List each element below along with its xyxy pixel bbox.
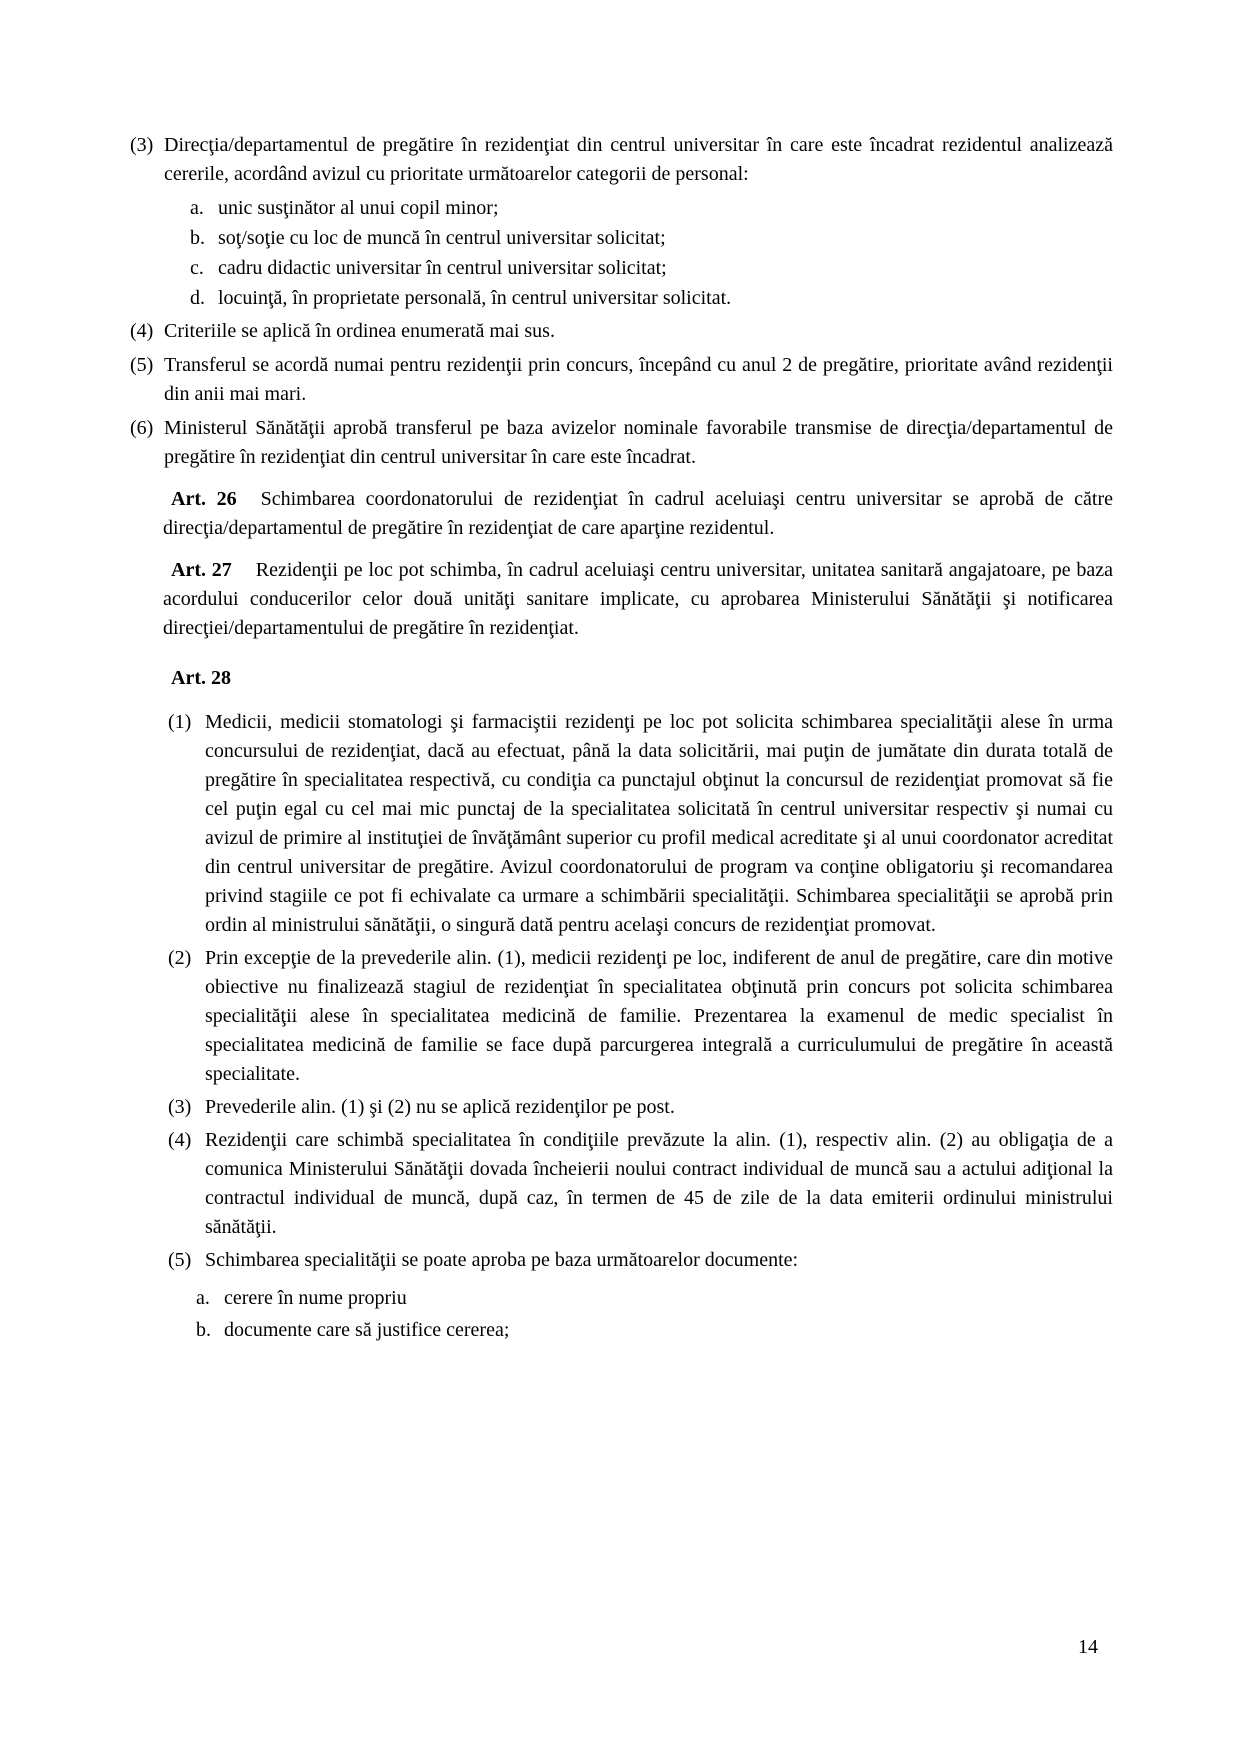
- sub-item-c: [190, 254, 1113, 283]
- art28-item-3-marker: (3): [168, 1096, 192, 1118]
- article-26: [163, 485, 1113, 543]
- list-item-3-marker: (3): [130, 134, 154, 156]
- sub-item-a: [190, 194, 1113, 223]
- art28-sub-list: [130, 1284, 1113, 1345]
- article-26-label: Art. 26: [171, 488, 237, 510]
- list-item-3-text: Direcţia/departamentul de pregătire în rezidenţiat din centrul universitar în care este încadrat rezidentul analizează cererile, acordând avizul cu prioritate următoarelor categorii de personal:: [164, 134, 1113, 185]
- list-item-4-marker: (4): [130, 320, 154, 342]
- article-27-label: Art. 27: [171, 559, 232, 581]
- page-number: 14: [1078, 1636, 1098, 1658]
- sub-item-a-marker: a.: [190, 197, 204, 219]
- article-28-label: Art. 28: [171, 667, 231, 689]
- art28-sub-item-b: [196, 1316, 1113, 1345]
- art28-item-5: [168, 1246, 1113, 1275]
- sub-item-d: [190, 284, 1113, 313]
- art28-item-2-marker: (2): [168, 947, 192, 969]
- art28-item-3-text: Prevederile alin. (1) şi (2) nu se aplică rezidenţilor pe post.: [205, 1096, 675, 1118]
- sub-item-b-marker: b.: [190, 227, 205, 249]
- art28-sub-item-a-text: cerere în nume propriu: [224, 1287, 407, 1309]
- art28-sub-item-a: [196, 1284, 1113, 1313]
- sub-item-a-text: unic susţinător al unui copil minor;: [218, 197, 499, 219]
- list-item-6-text: Ministerul Sănătăţii aprobă transferul pe baza avizelor nominale favorabile transmise de direcţia/departamentul de pregătire în rezidenţiat din centrul universitar în care este încadrat.: [164, 417, 1113, 468]
- art28-item-4-marker: (4): [168, 1129, 192, 1151]
- art28-sub-item-a-marker: a.: [196, 1287, 210, 1309]
- sub-item-d-text: locuinţă, în proprietate personală, în centrul universitar solicitat.: [218, 287, 732, 309]
- article-28: [163, 664, 1113, 693]
- list-item-6: [130, 414, 1113, 472]
- art28-item-1-text: Medicii, medicii stomatologi şi farmaciştii rezidenţi pe loc pot solicita schimbarea specialităţii alese în urma concursului de rezidenţiat, dacă au efectuat, până la data solicitării, mai puţin de jumătate din durata totală de pregătire în specialitatea respectivă, cu condiţia ca punctajul obţinut la concursul de rezidenţiat promovat să fie cel puţin egal cu cel mai mic punctaj de la specialitatea solicitată în centrul universitar respectiv şi numai cu avizul de primire al instituţiei de învăţământ superior cu profil medical acreditate şi al unui coordonator acreditat din centrul universitar de pregătire. Avizul coordonatorului de program va conţine obligatoriu şi recomandarea privind stagiile ce pot fi echivalate ca urmare a schimbării specialităţii. Schimbarea specialităţii se aprobă prin ordin al ministrului sănătăţii, o singură dată pentru acelaşi concurs de rezidenţiat promovat.: [205, 711, 1113, 936]
- list-item-4-text: Criteriile se aplică în ordinea enumerată mai sus.: [164, 320, 555, 342]
- article-27: [163, 556, 1113, 643]
- list-item-3: [130, 131, 1113, 189]
- sub-list-item-3: [130, 194, 1113, 313]
- list-item-4: [130, 317, 1113, 346]
- sub-item-b-text: soţ/soţie cu loc de muncă în centrul universitar solicitat;: [218, 227, 666, 249]
- list-item-5-text: Transferul se acordă numai pentru rezidenţii prin concurs, începând cu anul 2 de pregătire, prioritate având rezidenţii din anii mai mari.: [164, 354, 1113, 405]
- list-item-5: [130, 351, 1113, 409]
- art28-item-4: [168, 1126, 1113, 1242]
- art28-sub-item-b-marker: b.: [196, 1319, 211, 1341]
- list-item-5-marker: (5): [130, 354, 154, 376]
- article-27-text: Rezidenţii pe loc pot schimba, în cadrul aceluiaşi centru universitar, unitatea sanitară angajatoare, pe baza acordului conducerilor celor două unităţi sanitare implicate, cu aprobarea Ministerului Sănătăţii şi notificarea direcţiei/departamentului de pregătire în rezidenţiat.: [163, 559, 1113, 639]
- art28-item-2-text: Prin excepţie de la prevederile alin. (1), medicii rezidenţi pe loc, indiferent de anul de pregătire, care din motive obiective nu finalizează stagiul de rezidenţiat în specialitatea obţinută prin concurs pot solicita schimbarea specialităţii alese în specialitatea medicină de familie. Prezentarea la examenul de medic specialist în specialitatea medicină de familie se face după parcurgerea integrală a curriculumului de pregătire în această specialitate.: [205, 947, 1113, 1085]
- art28-item-2: [168, 944, 1113, 1089]
- art28-item-5-text: Schimbarea specialităţii se poate aproba pe baza următoarelor documente:: [205, 1249, 799, 1271]
- art28-item-3: [168, 1093, 1113, 1122]
- article-26-text: Schimbarea coordonatorului de rezidenţiat în cadrul aceluiaşi centru universitar se aprobă de către direcţia/departamentul de pregătire în rezidenţiat de care aparţine rezidentul.: [163, 488, 1113, 539]
- sub-item-c-text: cadru didactic universitar în centrul universitar solicitat;: [218, 257, 667, 279]
- art28-item-4-text: Rezidenţii care schimbă specialitatea în condiţiile prevăzute la alin. (1), respectiv alin. (2) au obligaţia de a comunica Ministerului Sănătăţii dovada încheierii noului contract individual de muncă sau a actului adiţional la contractul individual de muncă, după caz, în termen de 45 de zile de la data emiterii ordinului ministrului sănătăţii.: [205, 1129, 1113, 1238]
- art28-item-1-marker: (1): [168, 711, 192, 733]
- sub-item-d-marker: d.: [190, 287, 205, 309]
- art28-item-1: [168, 708, 1113, 940]
- list-item-6-marker: (6): [130, 417, 154, 439]
- art28-item-5-marker: (5): [168, 1249, 192, 1271]
- sub-item-b: [190, 224, 1113, 253]
- art28-sub-item-b-text: documente care să justifice cererea;: [224, 1319, 510, 1341]
- sub-item-c-marker: c.: [190, 257, 204, 279]
